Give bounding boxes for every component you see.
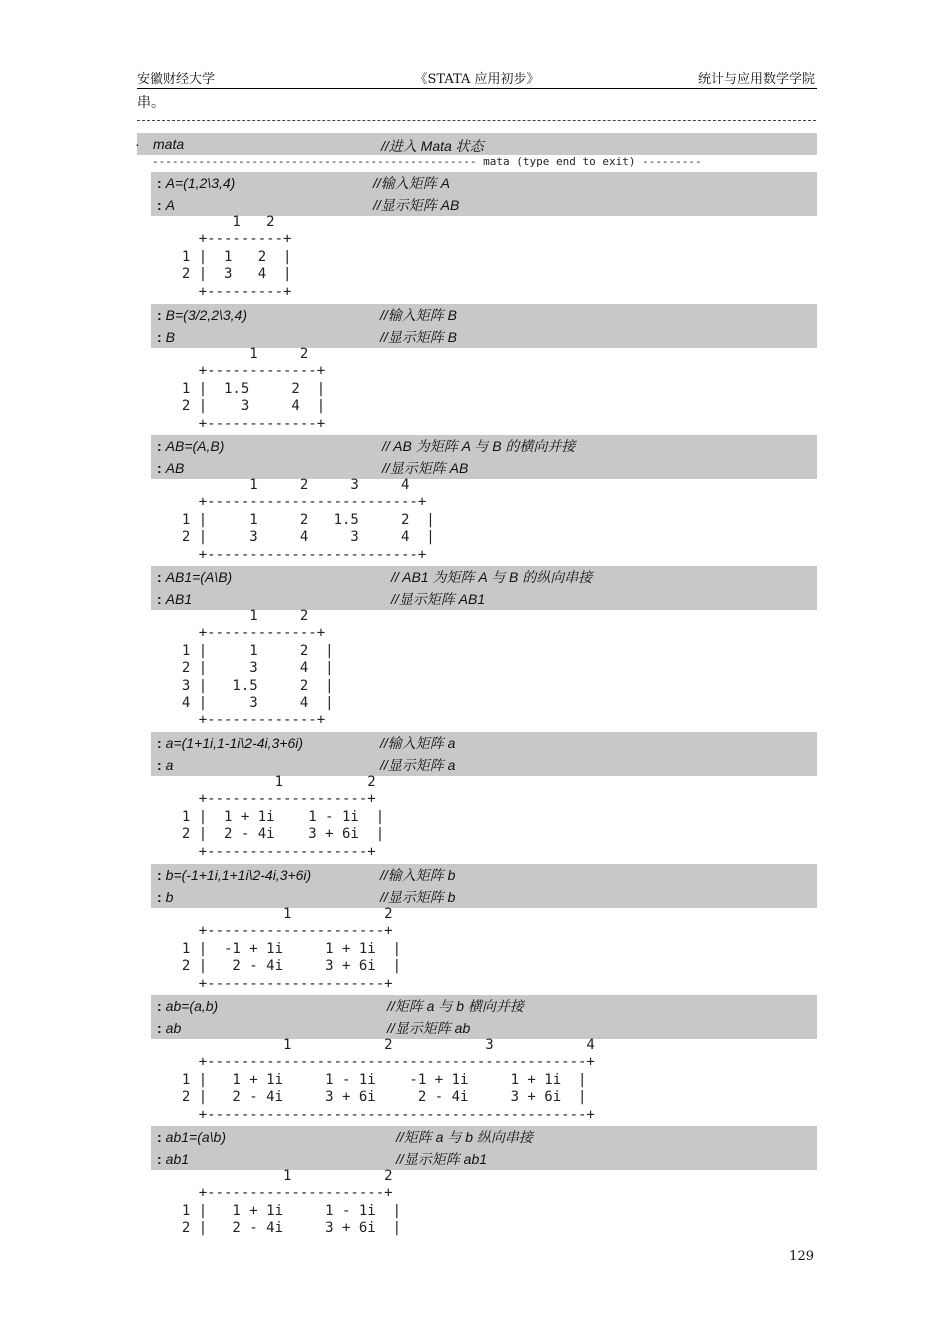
command-line xyxy=(157,588,192,610)
prompt-colon: : xyxy=(157,998,162,1014)
mata-command-bar xyxy=(137,133,817,155)
command-text: B xyxy=(165,329,176,345)
matrix-output-A: 1 2 +---------+ 1 | 1 2 | 2 | 3 4 | +---------+ xyxy=(181,214,292,300)
prompt-colon: : xyxy=(157,735,162,751)
prompt-colon: : xyxy=(157,438,162,454)
command-text: AB1=(A\B) xyxy=(165,569,233,585)
prompt-colon: : xyxy=(157,175,162,191)
command-block-AB xyxy=(151,435,817,479)
matrix-output-AB: 1 2 3 4 +-------------------------+ 1 | 1 2 1.5 2 | 2 | 3 4 3 4 | +-------------------------+ xyxy=(181,477,435,563)
command-line xyxy=(157,1126,226,1148)
comment-text: //显示矩阵 ab xyxy=(387,1020,471,1036)
command-line xyxy=(157,304,247,326)
command-text: A=(1,2\3,4) xyxy=(165,175,236,191)
command-block-ab1 xyxy=(151,1126,817,1170)
comment-text: //输入矩阵 A xyxy=(373,175,451,191)
command-text: B=(3/2,2\3,4) xyxy=(165,307,247,323)
command-text: AB1 xyxy=(165,591,193,607)
matrix-output-B: 1 2 +-------------+ 1 | 1.5 2 | 2 | 3 4 | +-------------+ xyxy=(181,346,326,432)
command-block-A xyxy=(151,172,817,216)
command-text: ab1=(a\b) xyxy=(165,1129,226,1145)
comment-text: //输入矩阵 b xyxy=(380,867,456,883)
matrix-output-AB1: 1 2 +-------------+ 1 | 1 2 | 2 | 3 4 | 3 | 1.5 2 | 4 | 3 4 | +-------------+ xyxy=(181,608,334,729)
comment-text: //显示矩阵 AB xyxy=(373,197,460,213)
command-text: ab xyxy=(165,1020,182,1036)
command-text: a=(1+1i,1-1i\2-4i,3+6i) xyxy=(165,735,304,751)
command-text: b=(-1+1i,1+1i\2-4i,3+6i) xyxy=(165,867,312,883)
comment-text: //显示矩阵 AB1 xyxy=(391,591,486,607)
mata-command: mata xyxy=(153,136,185,152)
command-block-a xyxy=(151,732,817,776)
command-text: a xyxy=(165,757,174,773)
intro-text: 串。 xyxy=(137,95,165,111)
command-text: b xyxy=(165,889,174,905)
matrix-output-ab1: 1 2 +---------------------+ 1 | 1 + 1i 1 - 1i | 2 | 2 - 4i 3 + 6i | xyxy=(181,1168,402,1237)
command-block-b xyxy=(151,864,817,908)
command-block-AB1 xyxy=(151,566,817,610)
command-line xyxy=(157,326,175,348)
bullet-dot: · xyxy=(135,136,140,152)
command-block-B xyxy=(151,304,817,348)
command-line xyxy=(157,754,173,776)
prompt-colon: : xyxy=(157,460,162,476)
prompt-colon: : xyxy=(157,1020,162,1036)
comment-text: // AB1 为矩阵 A 与 B 的纵向串接 xyxy=(391,569,593,585)
command-line xyxy=(157,457,184,479)
comment-text: // AB 为矩阵 A 与 B 的横向并接 xyxy=(382,438,576,454)
command-line xyxy=(157,1017,181,1039)
comment-text: //输入矩阵 B xyxy=(380,307,458,323)
prompt-colon: : xyxy=(157,197,162,213)
prompt-colon: : xyxy=(157,1129,162,1145)
page-header xyxy=(137,68,817,89)
prompt-colon: : xyxy=(157,591,162,607)
command-line xyxy=(157,886,173,908)
command-line xyxy=(157,864,311,886)
command-line xyxy=(157,435,224,457)
command-text: AB xyxy=(165,460,185,476)
mata-comment: //进入 Mata 状态 xyxy=(381,138,484,154)
comment-text: //显示矩阵 a xyxy=(380,757,456,773)
prompt-colon: : xyxy=(157,329,162,345)
command-line xyxy=(157,995,218,1017)
comment-text: //显示矩阵 b xyxy=(380,889,456,905)
prompt-colon: : xyxy=(157,1151,162,1167)
prompt-colon: : xyxy=(157,757,162,773)
command-line xyxy=(157,732,303,754)
command-line xyxy=(157,1148,189,1170)
section-divider xyxy=(137,120,816,121)
comment-text: //显示矩阵 B xyxy=(380,329,458,345)
comment-text: //矩阵 a 与 b 纵向串接 xyxy=(396,1129,533,1145)
mata-banner: ------------------------------------------------- mata (type end to exit) --------- xyxy=(152,155,702,168)
matrix-output-a: 1 2 +-------------------+ 1 | 1 + 1i 1 - 1i | 2 | 2 - 4i 3 + 6i | +-------------------+ xyxy=(181,774,385,860)
command-text: A xyxy=(165,197,176,213)
prompt-colon: : xyxy=(157,889,162,905)
command-line xyxy=(157,172,235,194)
page-number: 129 xyxy=(789,1249,814,1264)
command-block-ab xyxy=(151,995,817,1039)
header-university: 安徽财经大学 xyxy=(137,72,216,87)
command-text: ab=(a,b) xyxy=(165,998,219,1014)
command-line xyxy=(157,566,232,588)
comment-text: //输入矩阵 a xyxy=(380,735,456,751)
prompt-colon: : xyxy=(157,867,162,883)
comment-text: //矩阵 a 与 b 横向并接 xyxy=(387,998,524,1014)
header-school: 统计与应用数学学院 xyxy=(697,72,815,87)
matrix-output-b: 1 2 +---------------------+ 1 | -1 + 1i 1 + 1i | 2 | 2 - 4i 3 + 6i | +---------------------+ xyxy=(181,906,402,992)
header-book-title: 《STATA 应用初步》 xyxy=(414,72,540,87)
command-text: AB=(A,B) xyxy=(165,438,225,454)
command-line xyxy=(157,194,175,216)
comment-text: //显示矩阵 ab1 xyxy=(396,1151,488,1167)
command-text: ab1 xyxy=(165,1151,190,1167)
matrix-output-ab: 1 2 3 4 +---------------------------------------------+ 1 | 1 + 1i 1 - 1i -1 + 1i 1 + 1i | 2 | 2 - 4i 3 + 6i 2 - 4i 3 + 6i | +---------------------------------------------+ xyxy=(181,1037,595,1123)
prompt-colon: : xyxy=(157,307,162,323)
comment-text: //显示矩阵 AB xyxy=(382,460,469,476)
prompt-colon: : xyxy=(157,569,162,585)
